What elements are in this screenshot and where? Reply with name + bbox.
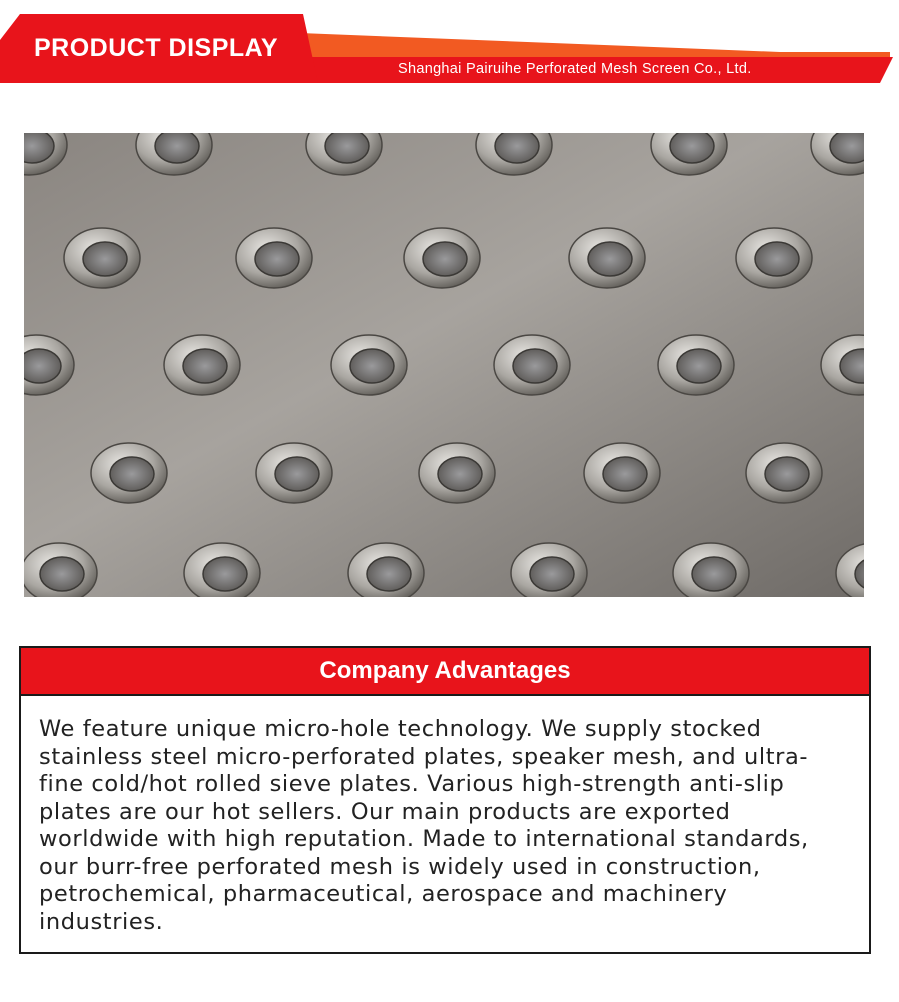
company-name: Shanghai Pairuihe Perforated Mesh Screen Co., Ltd.	[398, 61, 752, 77]
dimple-hole	[438, 457, 482, 491]
advantages-panel	[19, 646, 871, 954]
dimple-hole	[670, 133, 714, 163]
dimple-hole	[350, 349, 394, 383]
dimple-hole	[588, 242, 632, 276]
dimple-hole	[677, 349, 721, 383]
advantages-header	[21, 648, 869, 696]
dimple-hole	[275, 457, 319, 491]
advantages-text: We feature unique micro-hole technology. We supply stocked stainless steel micro-perforated plates, speaker mesh, and ultra-fine cold/hot rolled sieve plates. Various high-strength anti-slip plates are our hot sellers. Our main products are exported worldwide with high reputation. Made to international standards, our burr-free perforated mesh is widely used in construction, petrochemical, pharmaceutical, aerospace and machinery industries.	[39, 716, 809, 935]
dimple-hole	[692, 557, 736, 591]
perforated-plate-image	[24, 133, 864, 597]
dimple-hole	[513, 349, 557, 383]
dimple-hole	[83, 242, 127, 276]
dimple-hole	[203, 557, 247, 591]
dimple-hole	[24, 349, 61, 383]
dimple-hole	[255, 242, 299, 276]
dimple-hole	[40, 557, 84, 591]
dimple-hole	[183, 349, 227, 383]
header-banner	[0, 0, 899, 90]
dimple-hole	[495, 133, 539, 163]
dimple-hole	[755, 242, 799, 276]
dimple-hole	[765, 457, 809, 491]
dimple-hole	[603, 457, 647, 491]
dimple-hole	[155, 133, 199, 163]
dimple-hole	[367, 557, 411, 591]
dimple-hole	[530, 557, 574, 591]
page-title: PRODUCT DISPLAY	[34, 34, 279, 62]
dimple-hole	[423, 242, 467, 276]
product-photo	[24, 133, 864, 597]
dimple-hole	[325, 133, 369, 163]
dimple-hole	[110, 457, 154, 491]
advantages-title: Company Advantages	[319, 657, 571, 684]
